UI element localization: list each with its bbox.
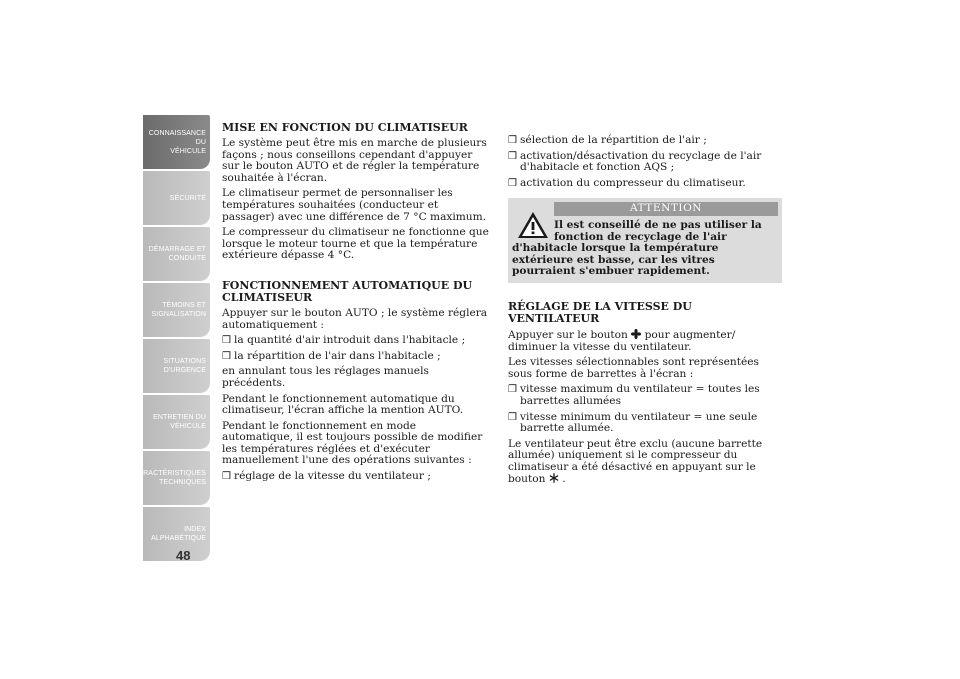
list-item: ❒ sélection de la répartition de l'air ; [508, 134, 707, 146]
list-item: ❒ vitesse minimum du ventilateur = une seule barrette allumée. [508, 410, 758, 435]
list-item: ❒ la répartition de l'air dans l'habitacle ; [222, 349, 441, 362]
tab-entretien-du-vehicule[interactable]: ENTRETIEN DU VÉHICULE [143, 395, 210, 449]
heading-mise-en-fonction: MISE EN FONCTION DU CLIMATISEUR [222, 121, 468, 134]
list-item: ❒ réglage de la vitesse du ventilateur ; [222, 470, 431, 483]
paragraph: Appuyer sur le bouton pour augmenter/ diminuer la vitesse du ventilateur. [508, 328, 736, 353]
paragraph: Le système peut être mis en marche de plusieurs façons ; nous conseillons cependant d'appuyer sur le bouton AUTO et de régler la température souhaitée à l'écran. [222, 137, 487, 184]
tab-index-alphabetique[interactable]: INDEX ALPHABÉTIQUE [143, 507, 210, 561]
paragraph: Appuyer sur le bouton AUTO ; le système réglera automatiquement : [222, 306, 488, 331]
paragraph: Pendant le fonctionnement automatique du climatiseur, l'écran affiche la mention AUTO. [222, 392, 464, 417]
warning-title: ATTENTION [554, 202, 778, 216]
heading-fonctionnement-automatique: FONCTIONNEMENT AUTOMATIQUE DU CLIMATISEUR [222, 278, 473, 304]
bullet-box-icon: ❒ [222, 350, 231, 362]
text-column-right [508, 135, 782, 490]
tab-temoins-et-signalisation[interactable]: TÉMOINS ET SIGNALISATION [143, 283, 210, 337]
paragraph: Le ventilateur peut être exclu (aucune barrette allumée) uniquement si le compresseur du climatiseur a été désactivé en appuyant sur le bouton . [508, 437, 763, 486]
bullet-box-icon: ❒ [508, 150, 517, 162]
tab-connaissance-du-vehicule[interactable]: CONNAISSANCE DU VÉHICULE [143, 115, 210, 169]
tab-securite[interactable]: SÉCURITÉ [143, 171, 210, 225]
bullet-box-icon: ❒ [508, 135, 517, 146]
list-item: ❒ activation du compresseur du climatiseur. [508, 176, 746, 189]
list-item: ❒ vitesse maximum du ventilateur = toutes les barrettes allumées [508, 383, 760, 407]
bullet-box-icon: ❒ [508, 384, 517, 396]
paragraph: Les vitesses sélectionnables sont représentées sous forme de barrettes à l'écran : [508, 356, 759, 380]
heading-reglage-ventilateur: RÉGLAGE DE LA VITESSE DU VENTILATEUR [508, 299, 692, 325]
bullet-box-icon: ❒ [508, 411, 517, 423]
warning-box [508, 198, 782, 283]
text-column-left [222, 122, 490, 487]
tab-situations-d-urgence[interactable]: SITUATIONS D'URGENCE [143, 339, 210, 393]
warning-triangle-icon [516, 210, 550, 240]
list-item: ❒ la quantité d'air introduit dans l'habitacle ; [222, 334, 466, 347]
bullet-box-icon: ❒ [508, 177, 517, 189]
bullet-box-icon: ❒ [222, 335, 231, 347]
fan-icon [631, 329, 641, 339]
tab-demarrage-et-conduite[interactable]: DÉMARRAGE ET CONDUITE [143, 227, 210, 281]
paragraph: Pendant le fonctionnement en mode automatique, il est toujours possible de modifier les températures réglées et d'exécuter manuellement l'une des opérations suivantes : [222, 419, 483, 467]
chapter-sidebar [133, 115, 210, 547]
warning-text: Il est conseillé de ne pas utiliser la fonction de recyclage de l'air d'habitacle lorsque la température extérieure est basse, car les vitres pourraient s'embuer rapidement. [512, 218, 762, 278]
ac-snowflake-icon [549, 473, 559, 483]
bullet-box-icon: ❒ [222, 471, 231, 483]
tab-caracteristiques-techniques[interactable]: CARACTÉRISTIQUES TECHNIQUES [143, 451, 210, 505]
paragraph: en annulant tous les réglages manuels précédents. [222, 365, 429, 389]
list-item: ❒ activation/désactivation du recyclage de l'air d'habitacle et fonction AQS ; [508, 149, 762, 174]
page-number: 48 [176, 548, 191, 563]
paragraph: Le compresseur du climatiseur ne fonctionne que lorsque le moteur tourne et que la température extérieure dépasse 4 °C. [222, 226, 489, 262]
paragraph: Le climatiseur permet de personnaliser les températures souhaitées (conducteur et passager) avec une différence de 7 °C maximum. [222, 187, 487, 223]
